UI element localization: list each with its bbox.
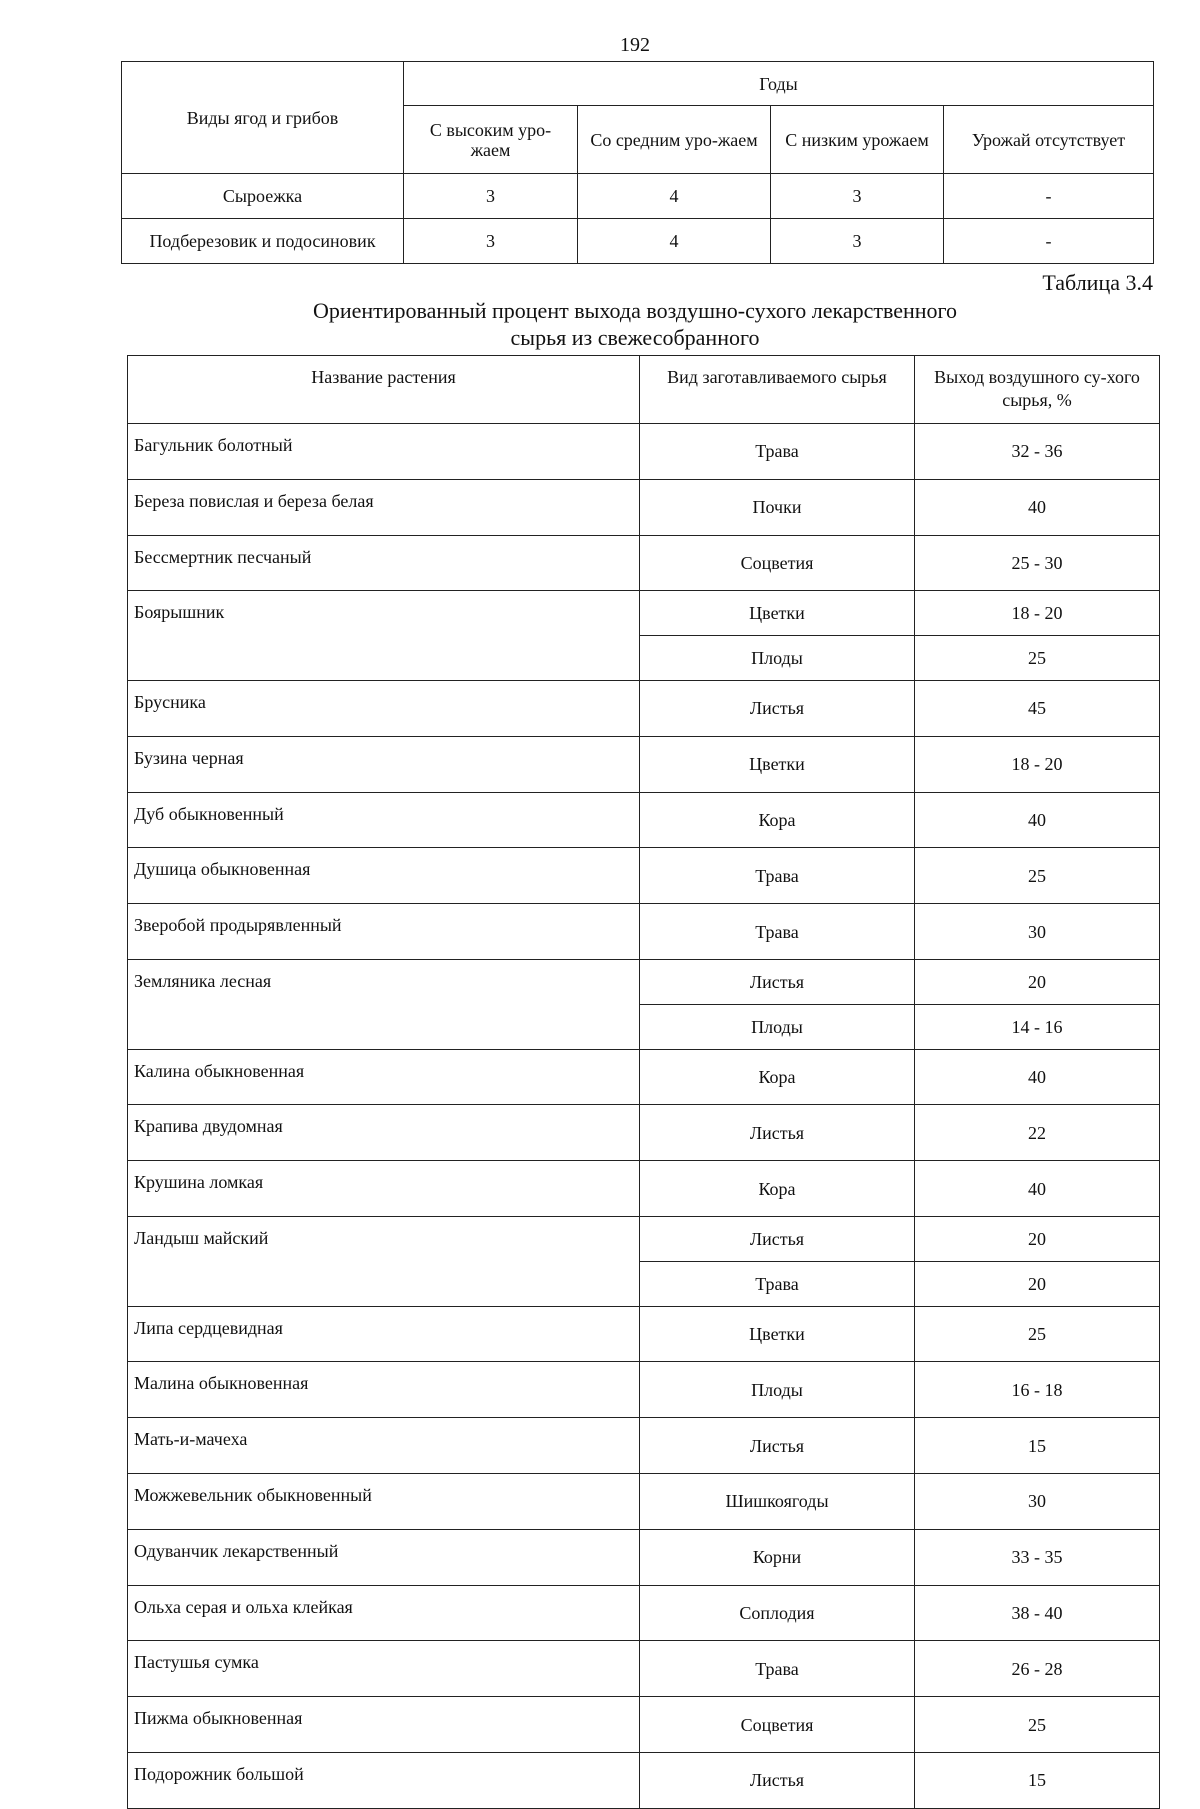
column-header: Урожай отсутствует: [944, 106, 1154, 174]
page-number: 192: [620, 34, 650, 56]
yield-cell: 18 - 20: [915, 591, 1160, 636]
column-header: С высоким уро-жаем: [404, 106, 578, 174]
plant-name-cell: Бузина черная: [128, 736, 640, 792]
material-cell: Трава: [640, 424, 915, 480]
material-cell: Трава: [640, 1641, 915, 1697]
material-cell: Трава: [640, 848, 915, 904]
table-row: [128, 904, 1160, 960]
table-row: [128, 1161, 1160, 1217]
berries-mushrooms-table: [121, 61, 1154, 264]
material-cell: Кора: [640, 792, 915, 848]
plant-name-cell: Зверобой продырявленный: [128, 904, 640, 960]
table-row: [128, 1362, 1160, 1418]
table-row: [128, 792, 1160, 848]
species-header: Виды ягод и грибов: [122, 62, 404, 174]
plant-name-cell: Крушина ломкая: [128, 1161, 640, 1217]
table-row: [128, 535, 1160, 591]
table-row: [128, 680, 1160, 736]
plant-name-cell: Липа сердцевидная: [128, 1306, 640, 1362]
yield-cell: 18 - 20: [915, 736, 1160, 792]
plant-name-cell: Ландыш майский: [128, 1216, 640, 1306]
yield-cell: 30: [915, 904, 1160, 960]
raw-material-yield-table: [127, 355, 1160, 1809]
yield-cell: 40: [915, 792, 1160, 848]
yield-cell: 16 - 18: [915, 1362, 1160, 1418]
yield-header: Выход воздушного су-хого сырья, %: [915, 356, 1160, 424]
table-row: [128, 1641, 1160, 1697]
plant-name-cell: Подорожник большой: [128, 1752, 640, 1808]
value-cell: -: [944, 174, 1154, 219]
material-cell: Листья: [640, 1105, 915, 1161]
table-row: [122, 174, 1154, 219]
plant-name-cell: Калина обыкновенная: [128, 1049, 640, 1105]
plant-name-cell: Можжевельник обыкновенный: [128, 1473, 640, 1529]
plant-name-cell: Малина обыкновенная: [128, 1362, 640, 1418]
value-cell: 3: [771, 219, 944, 264]
material-cell: Цветки: [640, 736, 915, 792]
yield-cell: 40: [915, 1161, 1160, 1217]
material-cell: Соплодия: [640, 1585, 915, 1641]
yield-cell: 15: [915, 1752, 1160, 1808]
yield-cell: 22: [915, 1105, 1160, 1161]
years-header: Годы: [404, 62, 1154, 106]
material-cell: Трава: [640, 1261, 915, 1306]
value-cell: 3: [404, 219, 578, 264]
material-cell: Соцветия: [640, 535, 915, 591]
table-row: [122, 219, 1154, 264]
yield-cell: 33 - 35: [915, 1529, 1160, 1585]
material-cell: Плоды: [640, 1362, 915, 1418]
yield-cell: 45: [915, 680, 1160, 736]
material-cell: Корни: [640, 1529, 915, 1585]
table-row: [128, 1752, 1160, 1808]
table-title: Ориентированный процент выхода воздушно-сухого лекарственного сырья из свежесобранного: [312, 298, 958, 350]
material-cell: Листья: [640, 1752, 915, 1808]
table-row: [128, 959, 1160, 1004]
material-cell: Кора: [640, 1049, 915, 1105]
yield-cell: 40: [915, 479, 1160, 535]
plant-name-header: Название растения: [128, 356, 640, 424]
table-row: [128, 1418, 1160, 1474]
column-header: С низким урожаем: [771, 106, 944, 174]
table-body: [128, 424, 1160, 1809]
plant-name-cell: Береза повислая и береза белая: [128, 479, 640, 535]
table-row: [128, 1529, 1160, 1585]
yield-cell: 14 - 16: [915, 1004, 1160, 1049]
table-row: [128, 1585, 1160, 1641]
table-row: [128, 591, 1160, 636]
yield-cell: 40: [915, 1049, 1160, 1105]
plant-name-cell: Земляника лесная: [128, 959, 640, 1049]
yield-cell: 32 - 36: [915, 424, 1160, 480]
material-cell: Плоды: [640, 636, 915, 681]
plant-name-cell: Крапива двудомная: [128, 1105, 640, 1161]
species-cell: Сыроежка: [122, 174, 404, 219]
material-cell: Листья: [640, 1418, 915, 1474]
column-header: Со средним уро-жаем: [578, 106, 771, 174]
yield-cell: 25: [915, 1697, 1160, 1753]
yield-cell: 38 - 40: [915, 1585, 1160, 1641]
yield-cell: 20: [915, 1216, 1160, 1261]
plant-name-cell: Ольха серая и ольха клейкая: [128, 1585, 640, 1641]
yield-cell: 25 - 30: [915, 535, 1160, 591]
table-caption: Таблица 3.4: [1042, 270, 1153, 295]
yield-cell: 20: [915, 1261, 1160, 1306]
material-cell: Трава: [640, 904, 915, 960]
material-cell: Почки: [640, 479, 915, 535]
material-cell: Плоды: [640, 1004, 915, 1049]
yield-cell: 25: [915, 848, 1160, 904]
table-row: [128, 1473, 1160, 1529]
table-row: [128, 848, 1160, 904]
value-cell: -: [944, 219, 1154, 264]
value-cell: 4: [578, 174, 771, 219]
table-row: [128, 1306, 1160, 1362]
material-header: Вид заготавливаемого сырья: [640, 356, 915, 424]
plant-name-cell: Бессмертник песчаный: [128, 535, 640, 591]
plant-name-cell: Мать-и-мачеха: [128, 1418, 640, 1474]
material-cell: Кора: [640, 1161, 915, 1217]
material-cell: Листья: [640, 959, 915, 1004]
table-row: [128, 1697, 1160, 1753]
material-cell: Листья: [640, 1216, 915, 1261]
material-cell: Листья: [640, 680, 915, 736]
plant-name-cell: Багульник болотный: [128, 424, 640, 480]
value-cell: 3: [404, 174, 578, 219]
plant-name-cell: Одуванчик лекарственный: [128, 1529, 640, 1585]
plant-name-cell: Брусника: [128, 680, 640, 736]
yield-cell: 15: [915, 1418, 1160, 1474]
table-row: [128, 479, 1160, 535]
value-cell: 4: [578, 219, 771, 264]
yield-cell: 30: [915, 1473, 1160, 1529]
plant-name-cell: Пижма обыкновенная: [128, 1697, 640, 1753]
table-row: [128, 1105, 1160, 1161]
plant-name-cell: Дуб обыкновенный: [128, 792, 640, 848]
table-row: [128, 424, 1160, 480]
value-cell: 3: [771, 174, 944, 219]
yield-cell: 25: [915, 636, 1160, 681]
table-row: [128, 1216, 1160, 1261]
species-cell: Подберезовик и подосиновик: [122, 219, 404, 264]
yield-cell: 26 - 28: [915, 1641, 1160, 1697]
material-cell: Цветки: [640, 591, 915, 636]
table-row: [128, 736, 1160, 792]
material-cell: Цветки: [640, 1306, 915, 1362]
yield-cell: 20: [915, 959, 1160, 1004]
yield-cell: 25: [915, 1306, 1160, 1362]
plant-name-cell: Пастушья сумка: [128, 1641, 640, 1697]
material-cell: Шишкоягоды: [640, 1473, 915, 1529]
plant-name-cell: Душица обыкновенная: [128, 848, 640, 904]
plant-name-cell: Боярышник: [128, 591, 640, 681]
material-cell: Соцветия: [640, 1697, 915, 1753]
table-row: [128, 1049, 1160, 1105]
